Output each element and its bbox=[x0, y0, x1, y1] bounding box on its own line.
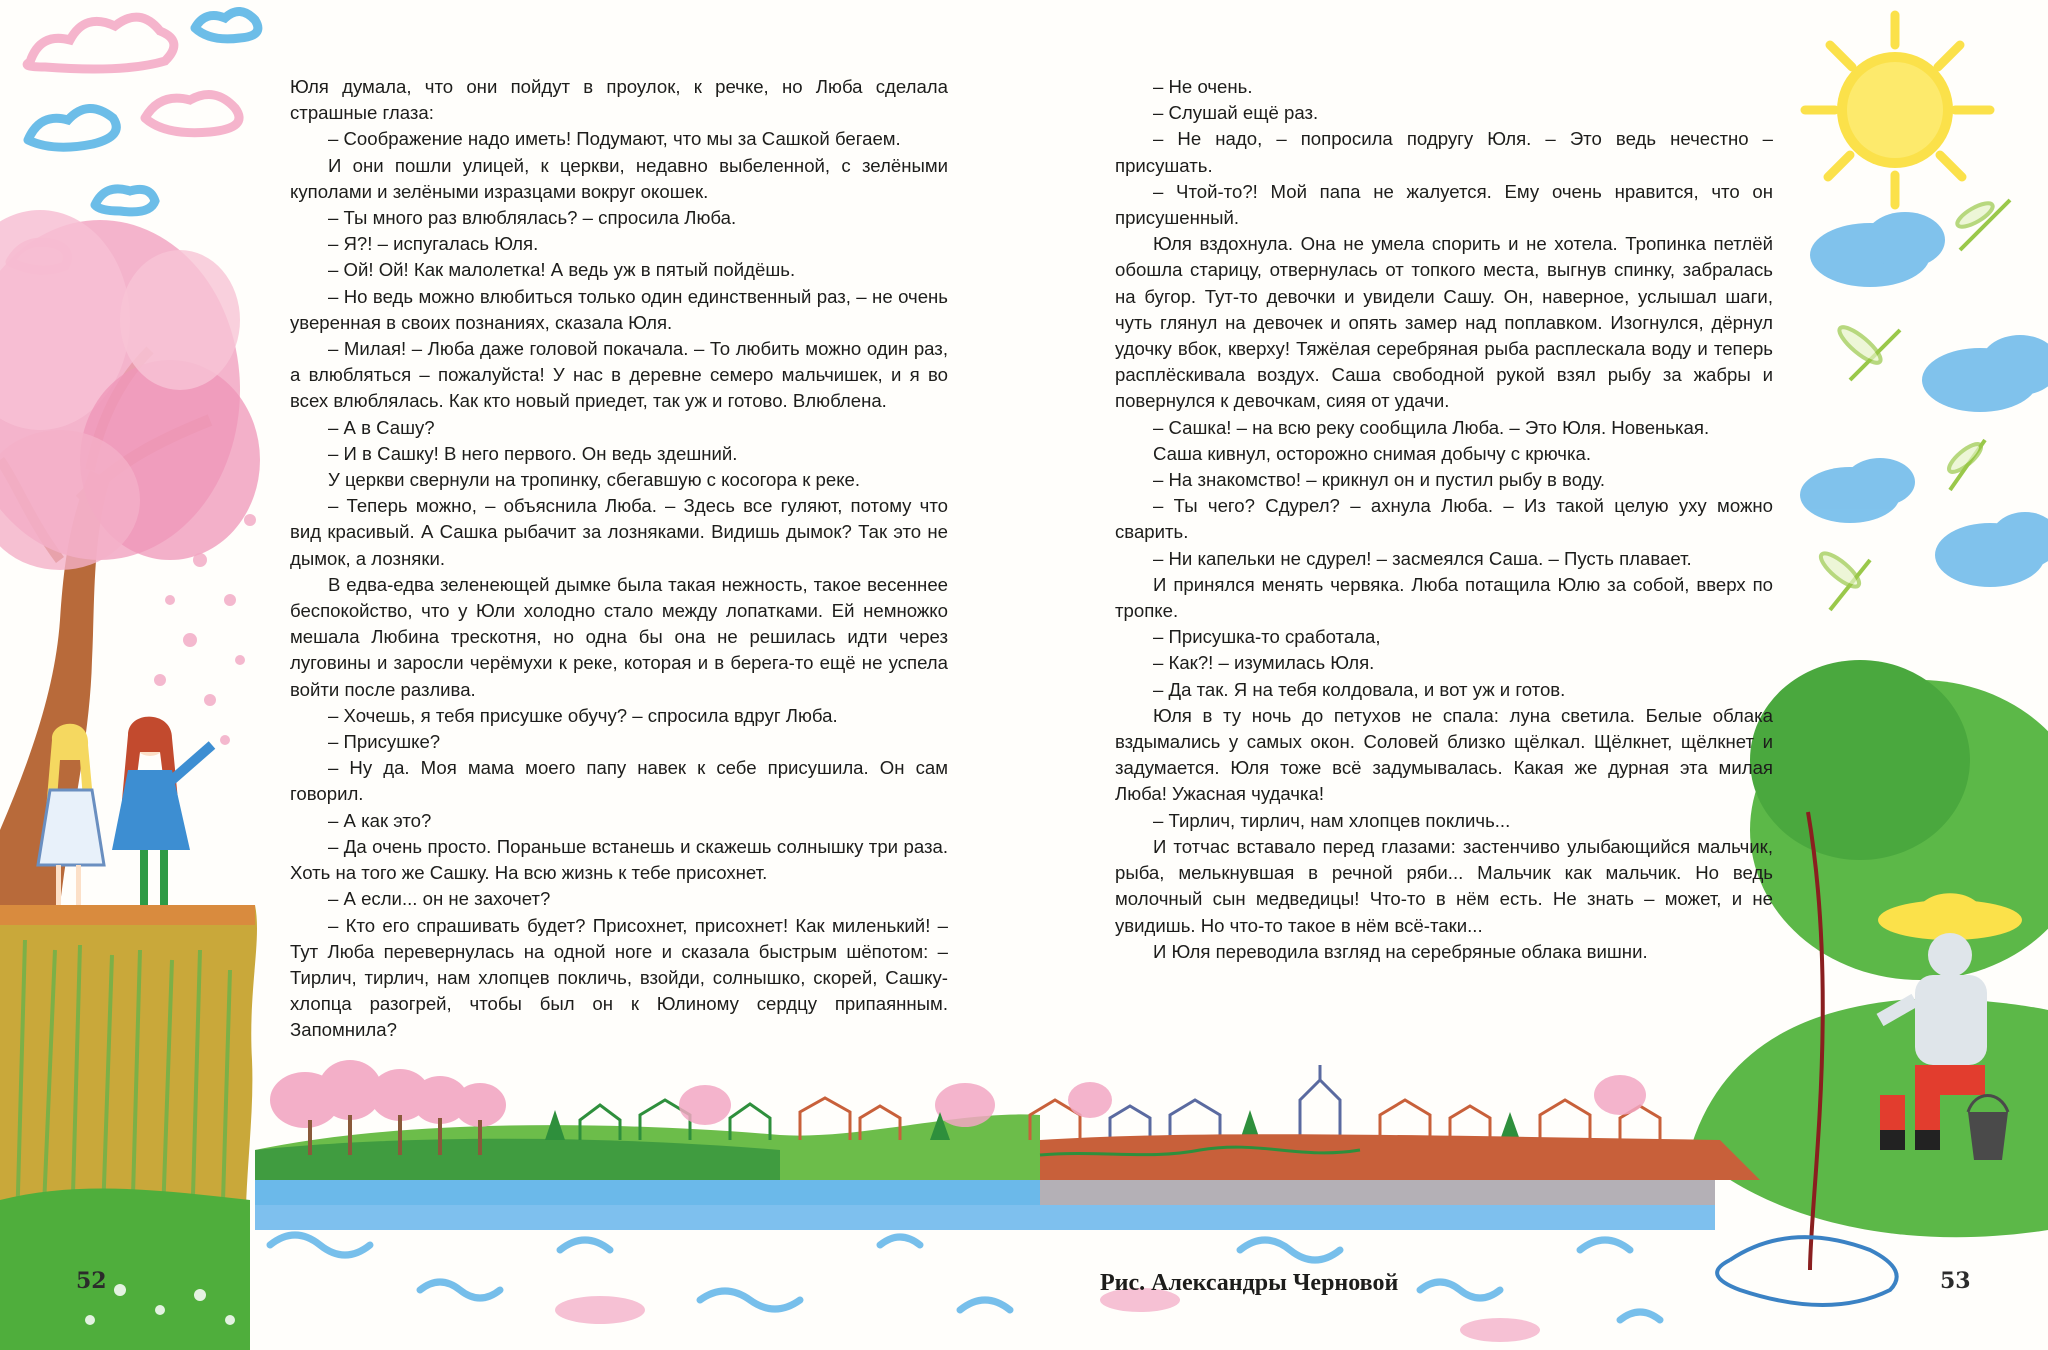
paragraph: – Присушке? bbox=[328, 731, 441, 753]
paragraph: – И в Сашку! В него первого. Он ведь здешний. bbox=[328, 442, 738, 464]
paragraph: – Соображение надо иметь! Подумают, что мы за Сашкой бегаем. bbox=[328, 128, 901, 150]
paragraph: Юля в ту ночь до петухов не спала: луна светила. Белые облака вздымались у самых окон. Соловей близко щёлкал. Щёлкнет, щёлкнет и задумается. Юля тоже всё задумывалась. Какая же дурная эта милая Люба! Ужасная чудачка! bbox=[1115, 704, 1773, 805]
page-number-right: 53 bbox=[1940, 1268, 1971, 1294]
paragraph: – Ой! Ой! Как малолетка! А ведь уж в пятый пойдёшь. bbox=[328, 259, 796, 281]
paragraph: У церкви свернули на тропинку, сбегавшую с косогора к реке. bbox=[328, 469, 861, 491]
paragraph: – Тирлич, тирлич, нам хлопцев покличь... bbox=[1153, 809, 1511, 831]
paragraph: – На знакомство! – крикнул он и пустил рыбу в воду. bbox=[1153, 469, 1606, 491]
paragraph: – Да так. Я на тебя колдовала, и вот уж и готов. bbox=[1153, 678, 1566, 700]
right-text-column bbox=[1115, 74, 1773, 965]
paragraph: И они пошли улицей, к церкви, недавно выбеленной, с зелёными куполами и зелёными изразцами вокруг окошек. bbox=[290, 154, 948, 202]
paragraph: – Ну да. Моя мама моего папу навек к себе присушила. Он сам говорил. bbox=[290, 757, 948, 805]
paragraph: – Слушай ещё раз. bbox=[1153, 102, 1319, 124]
paragraph: – Хочешь, я тебя присушке обучу? – спросила вдруг Люба. bbox=[328, 704, 838, 726]
paragraph: – Сашка! – на всю реку сообщила Люба. – Это Юля. Новенькая. bbox=[1153, 416, 1710, 438]
paragraph: В едва-едва зеленеющей дымке была такая нежность, такое весеннее беспокойство, что у Юли холодно стало между лопатками. Ей немножко мешала Любина трескотня, но одна бы она не решилась идти через луговины и заросли черёмухи к реке, которая и в берега-то ещё не успела войти после разлива. bbox=[290, 573, 948, 700]
paragraph: – А если... он не захочет? bbox=[328, 888, 551, 910]
paragraph: – Да очень просто. Пораньше встанешь и скажешь солнышку три раза. Хоть на того же Сашку. На всю жизнь к тебе присохнет. bbox=[290, 835, 948, 884]
paragraph: – Присушка-то сработала, bbox=[1153, 626, 1381, 648]
river bbox=[255, 1180, 1897, 1342]
paragraph: – А как это? bbox=[328, 809, 432, 831]
paragraph: – Чтой-то?! Мой папа не жалуется. Ему очень нравится, что он присушенный. bbox=[1115, 180, 1773, 229]
illustration-credit: Рис. Александры Черновой bbox=[1100, 1270, 1399, 1296]
paragraph: – Милая! – Люба даже головой покачала. – То любить можно один раз, а влюбляться – пожалуйста! У нас в деревне семеро мальчишек, и я во всех влюблялась. Как кто новый приедет, так уж и готово. Влюблена. bbox=[290, 338, 948, 412]
paragraph: – Как?! – изумилась Юля. bbox=[1153, 652, 1375, 674]
paragraph: И принялся менять червяка. Люба потащила Юлю за собой, вверх по тропке. bbox=[1115, 573, 1773, 622]
paragraph: И тотчас вставало перед глазами: застенчиво улыбающийся мальчик, рыба, мелькнувшая в речной ряби... Мальчик как мальчик. Но ведь молочный сын медведицы! Что-то в нём есть. Не знать – может, и не увидишь. Но что-то такое в нём всё-таки... bbox=[1115, 835, 1773, 936]
paragraph: Юля вздохнула. Она не умела спорить и не хотела. Тропинка петлёй обошла старицу, отвернулась от топкого места, выгнув спинку, забралась на бугор. Тут-то девочки и увидели Сашу. Он, наверное, услышал шаги, чуть глянул на девочек и опять замер над поплавком. Изогнулся, дёрнул удочку вбок, кверху! Тяжёлая серебряная рыба расплескала воду и теперь расплёскивала воздух. Саша свободной рукой взял рыбу за жабры и повернулся к девочкам, сияя от удачи. bbox=[1115, 233, 1773, 412]
left-text-column bbox=[290, 74, 948, 1044]
paragraph: – Ты чего? Сдурел? – ахнула Люба. – Из такой целую уху можно сварить. bbox=[1115, 495, 1773, 543]
paragraph: – А в Сашу? bbox=[328, 416, 435, 438]
village-panorama bbox=[255, 1060, 1760, 1180]
paragraph: – Не надо, – попросила подругу Юля. – Это ведь нечестно – присушать. bbox=[1115, 128, 1773, 176]
paragraph: Саша кивнул, осторожно снимая добычу с крючка. bbox=[1153, 442, 1591, 464]
paragraph: – Я?! – испугалась Юля. bbox=[328, 233, 539, 255]
paragraph: – Ни капельки не сдурел! – засмеялся Саша. – Пусть плавает. bbox=[1153, 547, 1692, 569]
paragraph: – Теперь можно, – объяснила Люба. – Здесь все гуляют, потому что вид красивый. А Сашка рыбачит за лозняками. Видишь дымок? Так это не дымок, а лозняки. bbox=[290, 495, 948, 569]
grass-cliff bbox=[0, 905, 257, 1350]
paragraph: – Ты много раз влюблялась? – спросила Люба. bbox=[328, 207, 737, 229]
paragraph: – Но ведь можно влюбиться только один единственный раз, – не очень уверенная в своих познаниях, сказала Юля. bbox=[290, 285, 948, 333]
paragraph: Юля думала, что они пойдут в проулок, к речке, но Люба сделала страшные глаза: bbox=[290, 76, 948, 124]
paragraph: – Кто его спрашивать будет? Присохнет, присохнет! Как миленький! – Тут Люба перевернулась на одной ноге и сказала быстрым шёпотом: – Тирлич, тирлич, нам хлопцев покличь, взойди, солнышко, скорей, Сашку-хлопца разогрей, чтобы был он к Юлиному сердцу припаянным. Запомнила? bbox=[290, 914, 948, 1041]
sun-icon bbox=[1805, 15, 1990, 205]
paragraph: – Не очень. bbox=[1153, 76, 1253, 97]
two-girls-icon bbox=[38, 717, 212, 905]
clouds-right-icon bbox=[1800, 212, 2048, 587]
paragraph: И Юля переводила взгляд на серебряные облака вишни. bbox=[1153, 940, 1648, 962]
page-number-left: 52 bbox=[76, 1268, 107, 1294]
